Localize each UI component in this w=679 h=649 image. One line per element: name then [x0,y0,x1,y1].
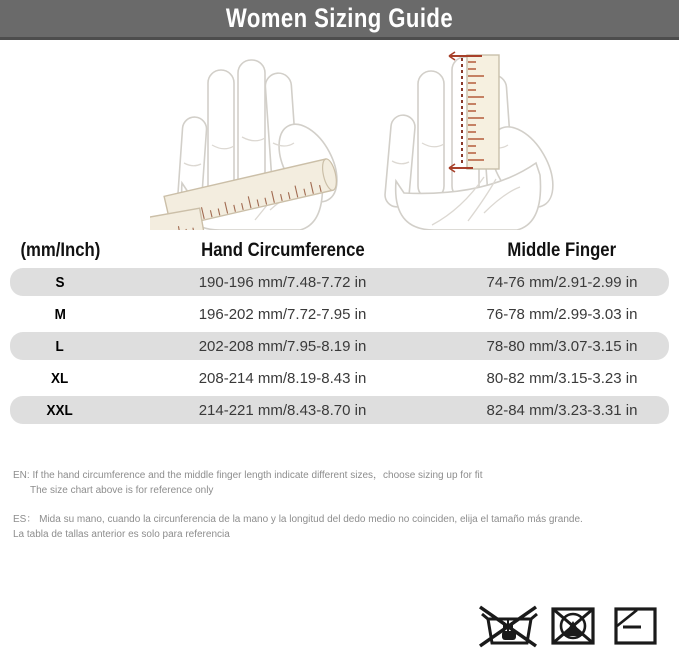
note-en-label: EN: [13,470,30,481]
do-not-tumble-dry-icon [548,606,598,646]
table-row-m [10,300,669,328]
size-label: L [55,337,65,355]
note-en-line2: The size chart above is for reference only [30,485,214,496]
note-es-line2: La tabla de tallas anterior es solo para referencia [13,529,230,540]
page-title: Women Sizing Guide [225,3,454,33]
size-label: XL [51,369,69,387]
middle-finger-value: 82-84 mm/3.23-3.31 in [486,401,638,419]
table-row-xl [10,364,669,392]
middle-finger-value: 80-82 mm/3.15-3.23 in [486,369,638,387]
middle-finger-illustration [372,45,572,230]
note-spanish [13,512,583,542]
note-english [13,468,483,498]
column-header-unit: (mm/Inch) [20,240,100,261]
sizing-table [10,238,669,424]
table-header-row [10,238,669,264]
table-row-xxl [10,396,669,424]
note-es-line1: Mida su mano, cuando la circunferencia de la mano y la longitud del dedo medio no coinciden, elija el tamaño más grande. [39,514,583,525]
hand-circumference-value: 190-196 mm/7.48-7.72 in [198,273,367,291]
hand-circumference-value: 208-214 mm/8.19-8.43 in [198,369,367,387]
column-header-middle-finger: Middle Finger [507,240,617,261]
size-label: S [55,273,65,291]
middle-finger-value: 76-78 mm/2.99-3.03 in [486,305,638,323]
hand-circumference-illustration [150,45,350,230]
size-label: XXL [46,401,74,419]
dry-flat-in-shade-icon [611,606,660,646]
size-label: M [54,305,66,323]
column-header-hand-circumference: Hand Circumference [200,240,365,261]
note-en-line1: If the hand circumference and the middle finger length indicate different sizes，choose sizing up for fit [32,470,483,481]
hand-circumference-value: 214-221 mm/8.43-8.70 in [198,401,367,419]
table-row-s [10,268,669,296]
do-not-hand-wash-icon [477,604,539,648]
note-es-label: ES： [13,514,37,525]
middle-finger-value: 78-80 mm/3.07-3.15 in [486,337,638,355]
table-row-l [10,332,669,360]
hand-circumference-value: 196-202 mm/7.72-7.95 in [198,305,367,323]
hand-circumference-value: 202-208 mm/7.95-8.19 in [198,337,367,355]
title-bar [0,0,679,40]
middle-finger-value: 74-76 mm/2.91-2.99 in [486,273,638,291]
